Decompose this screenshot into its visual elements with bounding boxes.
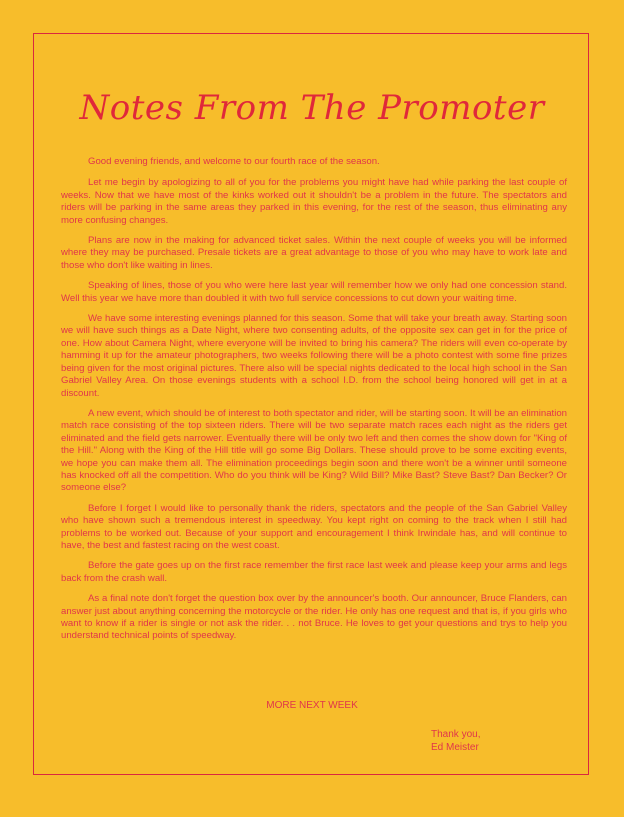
- paragraph-tickets: Plans are now in the making for advanced ticket sales. Within the next couple of weeks you will be informed where they may be purchased. Presale tickets are a great advantage to those of you who may have to work late and those who don't like waiting in lines.: [61, 235, 567, 271]
- more-next-week: MORE NEXT WEEK: [266, 700, 358, 711]
- signature-name: Ed Meister: [431, 742, 479, 753]
- paragraph-match-race: A new event, which should be of interest to both spectator and rider, will be starting soon. It will be an elimination match race consisting of the top sixteen riders. There will be two separate match races each night as the riders get eliminated and the field gets narrower. Eventually there will be only two left and then comes the show down for "King of the Hill." Along with the King of the Hill title will go some Big Dollars. These should prove to be some exciting events, we hope you can make them all. The elimination proceedings begin soon and there won't be a winner until someone has knocked off all the competition. Who do you think will be King? Wild Bill? Mike Bast? Steve Bast? Dan Becker? Or someone else?: [61, 407, 567, 494]
- paragraph-concessions: Speaking of lines, those of you who were here last year will remember how we only had one concession stand. Well this year we have more than doubled it with two full service concessions to cut down your waiting time.: [61, 280, 567, 304]
- letter-body: [61, 156, 567, 651]
- paragraph-question-box: As a final note don't forget the question box over by the announcer's booth. Our announcer, Bruce Flanders, can answer just about anything concerning the motorcycle or the rider. He only has one request and that is, if you girls who want to know if a rider is single or not ask the rider. . . not Bruce. He loves to get your questions and trys to help you understand technical points of speedway.: [61, 593, 567, 642]
- page-title: Notes From The Promoter: [79, 88, 545, 128]
- signature-block: [431, 728, 480, 754]
- paragraph-events: We have some interesting evenings planned for this season. Some that will take your breath away. Starting soon we will have such things as a Date Night, where two consenting adults, of the opposite sex can get in for the price of one. How about Camera Night, where everyone will be invited to bring his camera? The riders will even co-operate by hamming it up for the amateur photographers, two weeks following there will be a photo contest with some fine prizes being given for the most original pictures. There also will be special nights dedicated to the local high school in the San Gabriel Valley Area. On those evenings students with a school I.D. from the school being honored will get in at a discount.: [61, 313, 567, 399]
- signature-closing: Thank you,: [431, 729, 481, 740]
- paragraph-greeting: Good evening friends, and welcome to our fourth race of the season.: [88, 156, 380, 167]
- paragraph-thanks: Before I forget I would like to personally thank the riders, spectators and the people of the San Gabriel Valley who have shown such a tremendous interest in speedway. You kept right on coming to the track when I still had problems to be worked out. Because of your support and encouragement I think Irwindale has, and will continue to have, the best and fastest racing on the west coast.: [61, 502, 567, 551]
- paragraph-crash-wall: Before the gate goes up on the first race remember the first race last week and please keep your arms and legs back from the crash wall.: [61, 560, 567, 584]
- paragraph-parking: Let me begin by apologizing to all of you for the problems you might have had while parking the last couple of weeks. Now that we have most of the kinks worked out it shouldn't be a problem in the future. The spectators and riders will be parking in the same areas they parked in this evening, for the rest of the season, thus eliminating any more confusing changes.: [61, 177, 567, 226]
